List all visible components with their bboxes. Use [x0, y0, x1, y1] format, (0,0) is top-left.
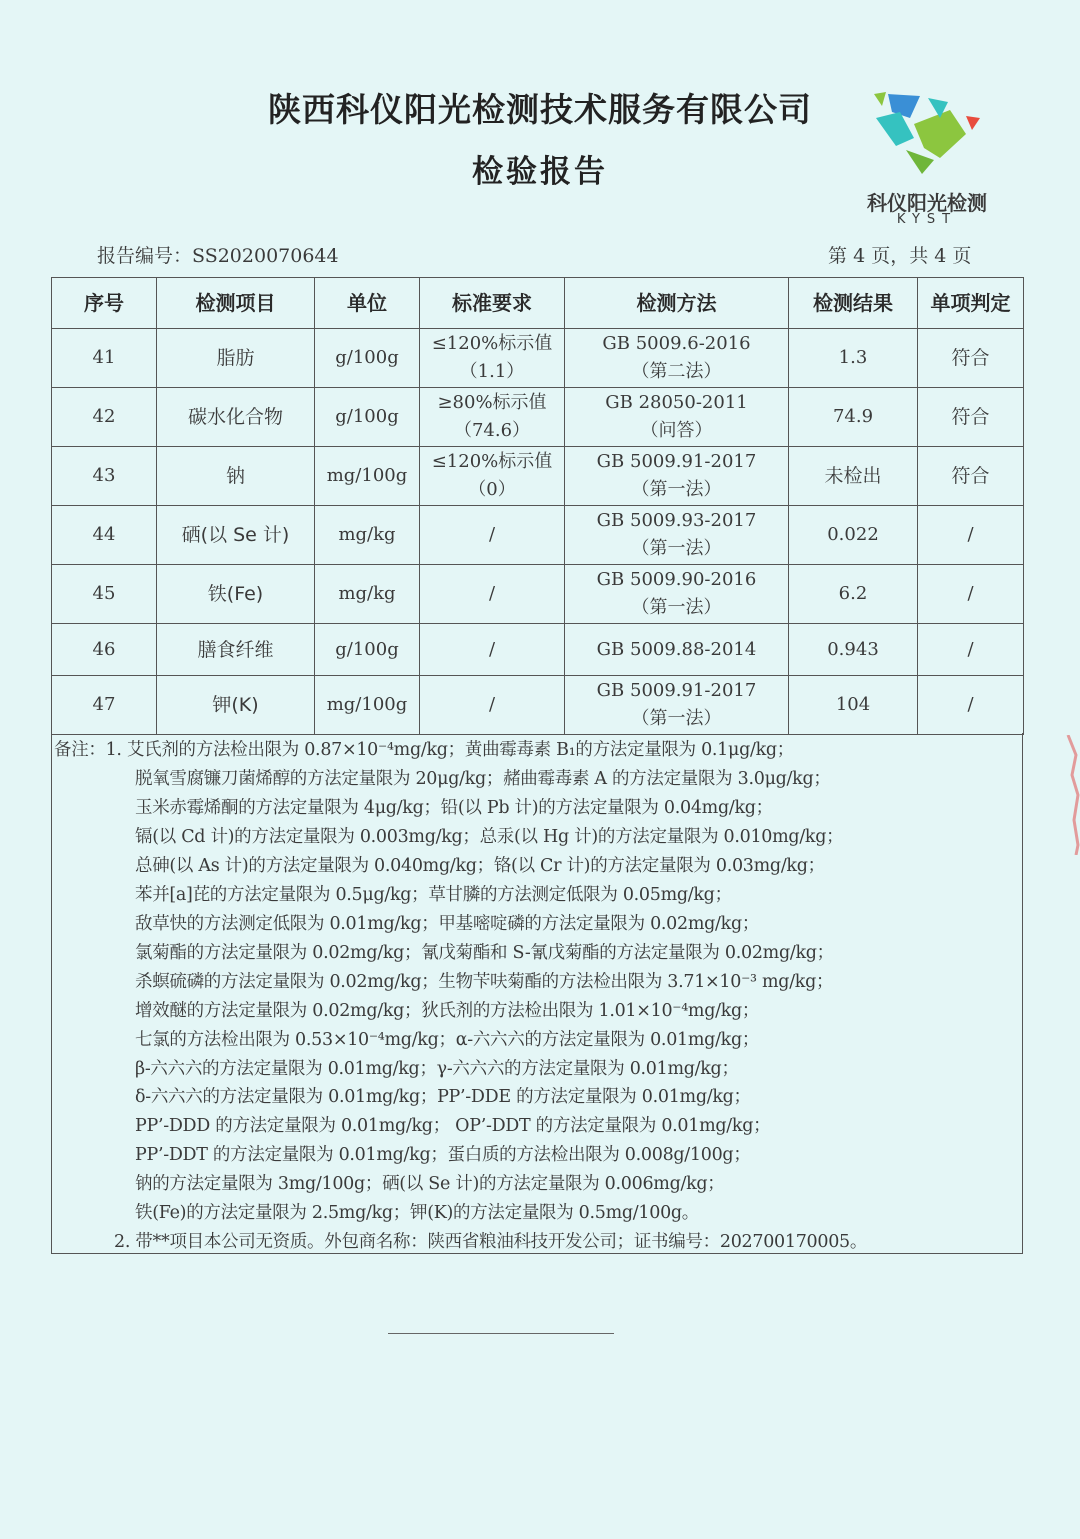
cell-result: 6.2 — [789, 565, 918, 624]
cell-no: 44 — [52, 506, 157, 565]
note-line: 镉(以 Cd 计)的方法定量限为 0.003mg/kg；总汞(以 Hg 计)的方法定量限为 0.010mg/kg； — [135, 827, 844, 847]
cell-result: 74.9 — [789, 388, 918, 447]
method-line-2: （第一法） — [631, 538, 722, 559]
table-row — [52, 329, 1024, 388]
cell-judgement: / — [918, 506, 1024, 565]
note-line: 氯菊酯的方法定量限为 0.02mg/kg；氰戊菊酯和 S-氰戊菊酯的方法定量限为 0.02mg/kg； — [135, 943, 834, 963]
cell-no: 42 — [52, 388, 157, 447]
cell-item: 铁(Fe) — [157, 565, 315, 624]
method-line-1: GB 28050-2011 — [605, 392, 748, 413]
cell-requirement: / — [420, 624, 565, 676]
report-number-label: 报告编号： — [97, 245, 193, 267]
cell-requirement — [420, 447, 565, 506]
cell-item: 硒(以 Se 计) — [157, 506, 315, 565]
note-line: 总砷(以 As 计)的方法定量限为 0.040mg/kg；铬(以 Cr 计)的方法定量限为 0.03mg/kg； — [135, 856, 825, 876]
page-total: 4 — [934, 245, 947, 267]
note-line: β-六六六的方法定量限为 0.01mg/kg；γ-六六六的方法定量限为 0.01mg/kg； — [135, 1059, 739, 1079]
table-row — [52, 565, 1024, 624]
cell-no: 43 — [52, 447, 157, 506]
note-line: 玉米赤霉烯酮的方法定量限为 4μg/kg；铅(以 Pb 计)的方法定量限为 0.04mg/kg； — [135, 798, 773, 818]
logo-mark-icon — [870, 88, 982, 180]
company-name: 陕西科仪阳光检测技术服务有限公司 — [268, 90, 812, 129]
cell-requirement: / — [420, 676, 565, 735]
note-line: 2. 带**项目本公司无资质。外包商名称：陕西省粮油科技开发公司；证书编号：202700170005。 — [114, 1232, 868, 1252]
note-line: PP’-DDT 的方法定量限为 0.01mg/kg；蛋白质的方法检出限为 0.008g/100g； — [135, 1145, 751, 1165]
cell-judgement: / — [918, 565, 1024, 624]
cell-method — [565, 676, 789, 735]
method-line-1: GB 5009.93-2017 — [596, 510, 757, 531]
logo-english-text: KYST — [896, 212, 958, 227]
cell-result: 未检出 — [789, 447, 918, 506]
report-number-value: SS2020070644 — [192, 245, 339, 267]
cell-method — [565, 506, 789, 565]
cell-no: 41 — [52, 329, 157, 388]
cell-no: 45 — [52, 565, 157, 624]
cell-result: 1.3 — [789, 329, 918, 388]
note-line: 七氯的方法检出限为 0.53×10⁻⁴mg/kg；α-六六六的方法定量限为 0.01mg/kg； — [135, 1030, 760, 1050]
page-indicator — [828, 241, 971, 268]
note-line: 增效醚的方法定量限为 0.02mg/kg；狄氏剂的方法检出限为 1.01×10⁻⁴mg/kg； — [135, 1001, 760, 1021]
cell-unit: mg/100g — [315, 676, 420, 735]
col-header-method: 检测方法 — [565, 278, 789, 329]
table-row — [52, 506, 1024, 565]
cell-unit: mg/kg — [315, 506, 420, 565]
note-line: 脱氧雪腐镰刀菌烯醇的方法定量限为 20μg/kg；赭曲霉毒素 A 的方法定量限为 3.0μg/kg； — [135, 769, 831, 789]
cell-unit: g/100g — [315, 624, 420, 676]
cell-item: 钠 — [157, 447, 315, 506]
cell-method — [565, 447, 789, 506]
bottom-divider — [388, 1333, 614, 1334]
page-mid: 页，共 — [871, 245, 929, 267]
cell-item: 钾(K) — [157, 676, 315, 735]
method-line-2: （第一法） — [631, 479, 722, 500]
cell-unit: mg/kg — [315, 565, 420, 624]
cell-judgement: 符合 — [918, 447, 1024, 506]
note-line: δ-六六六的方法定量限为 0.01mg/kg；PP’-DDE 的方法定量限为 0.01mg/kg； — [135, 1087, 751, 1107]
cell-unit: g/100g — [315, 388, 420, 447]
cell-unit: g/100g — [315, 329, 420, 388]
page-suffix: 页 — [952, 245, 972, 267]
col-header-judgement: 单项判定 — [918, 278, 1024, 329]
col-header-requirement: 标准要求 — [420, 278, 565, 329]
method-line-1: GB 5009.6-2016 — [602, 333, 751, 354]
cell-method — [565, 329, 789, 388]
requirement-line-1: ≤120%标示值 — [431, 451, 553, 472]
cell-judgement: / — [918, 676, 1024, 735]
col-header-unit: 单位 — [315, 278, 420, 329]
page-current: 4 — [853, 245, 866, 267]
cell-item: 膳食纤维 — [157, 624, 315, 676]
cell-result: 0.022 — [789, 506, 918, 565]
method-line-2: （第一法） — [631, 597, 722, 618]
cell-requirement — [420, 329, 565, 388]
requirement-line-1: ≥80%标示值 — [437, 392, 547, 413]
cell-method — [565, 388, 789, 447]
method-line-1: GB 5009.90-2016 — [596, 569, 757, 590]
requirement-line-2: （74.6） — [453, 420, 531, 441]
col-header-item: 检测项目 — [157, 278, 315, 329]
table-row — [52, 676, 1024, 735]
page-prefix: 第 — [828, 245, 848, 267]
note-line: PP’-DDD 的方法定量限为 0.01mg/kg； OP’-DDT 的方法定量限为 0.01mg/kg； — [135, 1116, 771, 1136]
cell-requirement: / — [420, 506, 565, 565]
notes-section — [51, 733, 1023, 1254]
note-line: 苯并[a]芘的方法定量限为 0.5μg/kg；草甘膦的方法测定低限为 0.05mg/kg； — [135, 885, 732, 905]
method-line-1: GB 5009.91-2017 — [596, 451, 757, 472]
cell-requirement — [420, 388, 565, 447]
table-row — [52, 388, 1024, 447]
cell-unit: mg/100g — [315, 447, 420, 506]
cell-judgement: / — [918, 624, 1024, 676]
cell-item: 碳水化合物 — [157, 388, 315, 447]
requirement-line-2: （0） — [468, 479, 516, 500]
method-line-2: （问答） — [640, 420, 713, 441]
cell-result: 104 — [789, 676, 918, 735]
table-header-row — [52, 278, 1024, 329]
table-row — [52, 624, 1024, 676]
note-line: 钠的方法定量限为 3mg/100g；硒(以 Se 计)的方法定量限为 0.006mg/kg； — [135, 1174, 725, 1194]
note-line: 杀螟硫磷的方法定量限为 0.02mg/kg；生物苄呋菊酯的方法检出限为 3.71×10⁻³ mg/kg； — [135, 972, 834, 992]
cell-no: 46 — [52, 624, 157, 676]
cell-judgement: 符合 — [918, 388, 1024, 447]
results-table — [51, 277, 1024, 735]
col-header-result: 检测结果 — [789, 278, 918, 329]
report-number — [97, 241, 339, 268]
col-header-no: 序号 — [52, 278, 157, 329]
cell-result: 0.943 — [789, 624, 918, 676]
seal-edge-icon — [1066, 735, 1080, 855]
method-line-2: （第一法） — [631, 708, 722, 729]
method-line-2: （第二法） — [631, 361, 722, 382]
note-line: 备注：1. 艾氏剂的方法检出限为 0.87×10⁻⁴mg/kg；黄曲霉毒素 B₁的方法定量限为 0.1μg/kg； — [54, 740, 794, 760]
company-logo — [852, 88, 1002, 233]
cell-requirement: / — [420, 565, 565, 624]
note-line: 铁(Fe)的方法定量限为 2.5mg/kg；钾(K)的方法定量限为 0.5mg/100g。 — [135, 1203, 700, 1223]
cell-method — [565, 565, 789, 624]
logo-chinese-text: 科仪阳光检测 — [867, 191, 987, 215]
report-title: 检验报告 — [472, 154, 608, 190]
method-line-1: GB 5009.91-2017 — [596, 680, 757, 701]
cell-method: GB 5009.88-2014 — [565, 624, 789, 676]
cell-judgement: 符合 — [918, 329, 1024, 388]
cell-item: 脂肪 — [157, 329, 315, 388]
note-line: 敌草快的方法测定低限为 0.01mg/kg；甲基嘧啶磷的方法定量限为 0.02mg/kg； — [135, 914, 760, 934]
cell-no: 47 — [52, 676, 157, 735]
table-row — [52, 447, 1024, 506]
requirement-line-2: （1.1） — [459, 361, 525, 382]
requirement-line-1: ≤120%标示值 — [431, 333, 553, 354]
